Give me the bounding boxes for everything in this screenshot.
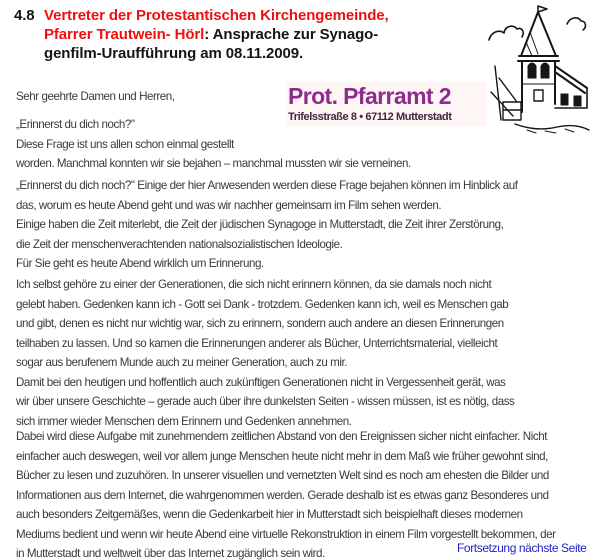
paragraph-2 (16, 176, 518, 274)
text-line: sich immer wieder Menschen dem Erinnern und Gedenken annehmen. (16, 414, 352, 428)
heading-lines (44, 6, 494, 63)
foreground-strokes (491, 66, 517, 120)
section-number: 4.8 (14, 7, 35, 24)
text-line: Dabei wird diese Aufgabe mit zunehmendem zeitlichen Abstand von den Ereignissen sicher nicht einfacher. Nicht (16, 430, 547, 443)
letterhead-title: Prot. Pfarramt 2 (288, 83, 451, 109)
annex-building (503, 102, 521, 120)
text-line: Für Sie geht es heute Abend wirklich um Erinnerung. (16, 257, 264, 270)
heading-black-text-2: genfilm-Uraufführung am 08.11.2009. (44, 45, 304, 62)
heading-red-text-1: Vertreter der Protestantischen Kirchengemeinde, (44, 7, 389, 24)
text-line: Ich selbst gehöre zu einer der Generationen, die sich nicht erinnern können, da sie damals noch nicht (16, 278, 492, 291)
spire (521, 12, 556, 56)
text-line: teilhaben zu lassen. Und so kamen die Erinnerungen anderer als Bücher, Unterrichtsmaterial, vielleicht (16, 336, 498, 350)
text-line: die Zeit der menschenverachtenden nationalsozialistischen Ideologie. (16, 237, 343, 251)
text-line: sogar aus berufenem Munde auch zu meiner Generation, auch zu mir. (16, 356, 347, 369)
tower-walls (522, 61, 555, 112)
nave-window-right (574, 96, 581, 106)
bell-window-right (541, 63, 549, 78)
text-line: Informationen aus dem Internet, die wahrgenommen werden. Gerade deshalb ist es etwas ganz Besonderes und (16, 488, 549, 502)
text-line: Diese Frage ist uns allen schon einmal gestellt (16, 137, 234, 151)
text-line: gelebt haben. Gedenken kann ich - Gott sei Dank - trotzdem. Gedenken kann ich, weil es Menschen gab (16, 297, 509, 311)
ground-hatching (527, 129, 574, 133)
text-line: Sehr geehrte Damen und Herren, (16, 90, 175, 103)
church-drawing-image (480, 4, 596, 136)
nave-window-left (561, 94, 568, 105)
text-line: und gibt, denen es nicht nur wichtig war, sich zu erinnern, sondern auch andere an diesen Erinnerungen (16, 317, 504, 330)
bell-window-left (528, 63, 536, 78)
continuation-note: Fortsetzung nächste Seite (457, 541, 587, 555)
spire-shading (526, 32, 538, 56)
greeting-paragraph (16, 87, 175, 107)
text-line: wir über unsere Geschichte – gerade auch über ihre dunkelsten Seiten - wissen müssen, ist es nötig, dass (16, 395, 515, 408)
nave-roof (555, 66, 587, 93)
section-heading (14, 6, 494, 63)
ground-line (515, 124, 589, 130)
paragraph-3 (16, 275, 514, 431)
text-line: einfacher auch deswegen, weil vor allem junge Menschen heute nicht mehr in dem Maß wie früher gewohnt sind, (16, 449, 548, 463)
cloud-right (567, 18, 585, 30)
heading-line-1 (44, 6, 494, 25)
heading-red-text-2: Pfarrer Trautwein- Hörl (44, 26, 205, 43)
tower-window (534, 90, 543, 101)
text-line: das, worum es heute Abend geht und was wir nachher gemeinsam im Film sehen werden. (16, 198, 442, 212)
cloud-left (489, 26, 523, 40)
text-line: auch besonders Zeitgemäßes, wenn die Gedenkarbeit hier in Mutterstadt sich beispielhaft dieses modernen (16, 508, 523, 521)
cornice (518, 56, 559, 61)
text-line: Mediums bedient und wenn wir heute Abend eine virtuelle Rekonstruktion in einem Film vorgestellt bekommen, der (16, 527, 556, 541)
text-line: „Erinnerst du dich noch?" Einige der hier Anwesenden werden diese Frage bejahen können im Hinblick auf (16, 179, 518, 192)
heading-line-3 (44, 44, 494, 63)
text-line: „Erinnerst du dich noch?" (16, 118, 135, 131)
text-line: Einige haben die Zeit miterlebt, die Zeit der jüdischen Synagoge in Mutterstadt, die Zeit ihrer Zerstörung, (16, 218, 504, 231)
text-line: worden. Manchmal konnten wir sie bejahen – manchmal mussten wir sie verneinen. (16, 157, 411, 170)
letterhead-address: Trifelsstraße 8 • 67112 Mutterstadt (288, 111, 452, 123)
heading-line-2 (44, 25, 494, 44)
text-line: Damit bei den heutigen und hoffentlich auch zukünftigen Generationen nicht in Vergessenheit gerät, was (16, 375, 506, 389)
text-line: Bücher zu lesen und zuzuhören. In unserer visuellen und vernetzten Welt sind es noch am ehesten die Bilder und (16, 469, 549, 482)
heading-black-text-1: : Ansprache zur Synago- (204, 26, 379, 43)
text-line: in Mutterstadt und weltweit über das Internet zugänglich sein wird. (16, 547, 325, 560)
paragraph-1 (16, 115, 411, 174)
